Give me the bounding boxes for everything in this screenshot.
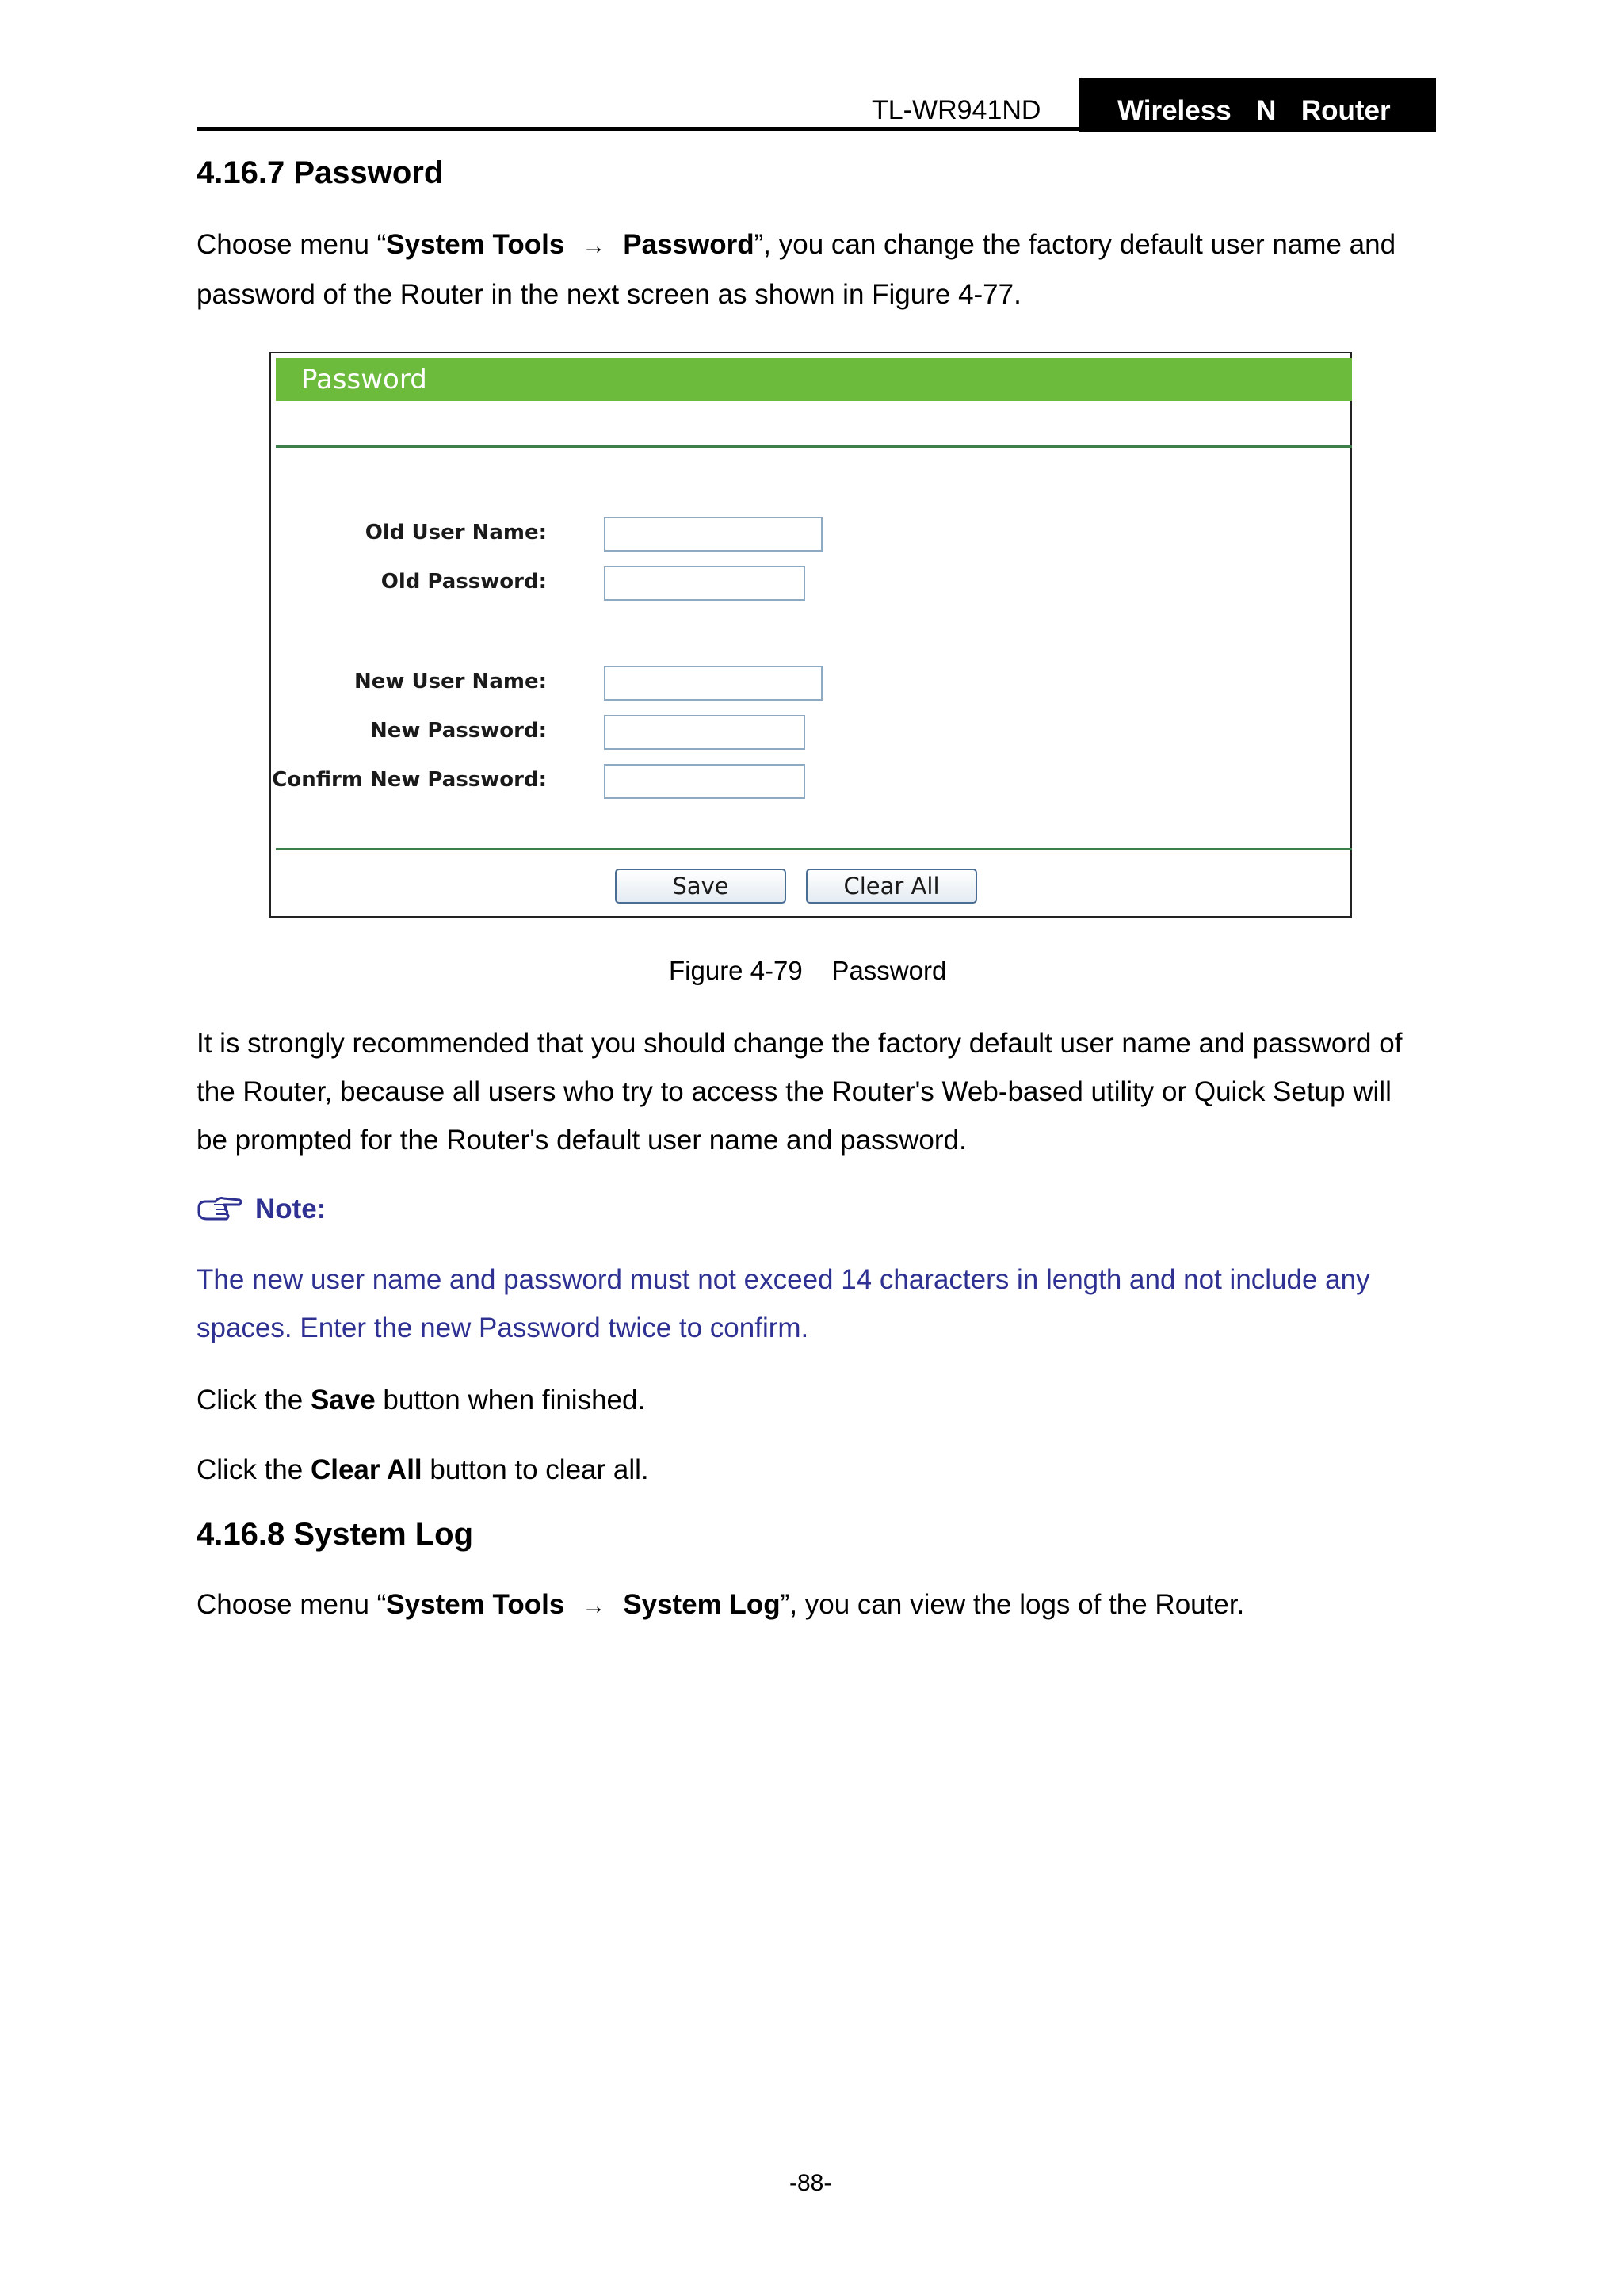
panel-divider-top	[276, 445, 1352, 448]
click-save-text: Click the	[197, 1385, 311, 1415]
pointing-hand-icon	[197, 1192, 242, 1230]
menu-password: Password	[623, 229, 754, 260]
click-clear-text-end: button to clear all.	[422, 1454, 649, 1485]
click-save-text-end: button when finished.	[375, 1385, 646, 1415]
syslog-intro-text: Choose menu “	[197, 1589, 387, 1620]
menu-system-tools: System Tools	[386, 229, 565, 260]
menu-system-tools: System Tools	[386, 1589, 565, 1620]
figure-caption: Figure 4-79 Password	[669, 956, 947, 985]
new-password-input[interactable]	[604, 715, 805, 750]
click-save-paragraph	[197, 1376, 1426, 1424]
panel-title-bar	[276, 358, 1352, 401]
syslog-intro-text-end: ”, you can view the logs of the Router.	[780, 1589, 1245, 1620]
password-panel-figure	[269, 352, 1352, 918]
page-number: -88-	[789, 2170, 832, 2196]
header-rule	[197, 127, 1436, 131]
new-password-label: New Password:	[369, 719, 547, 743]
arrow-icon: →	[582, 1593, 606, 1619]
system-log-intro-paragraph	[197, 1580, 1426, 1630]
intro-text: Choose menu “	[197, 229, 387, 260]
confirm-new-password-label: Confirm New Password:	[272, 768, 547, 792]
old-password-input[interactable]	[604, 566, 805, 601]
new-user-name-label: New User Name:	[354, 670, 547, 693]
recommendation-paragraph: It is strongly recommended that you should change the factory default user name and password of the Router, because all users who try to access the Router's Web-based utility or Quick Setup will be prompted for the Router's default user name and password.	[197, 1028, 1403, 1156]
panel-title: Password	[301, 364, 427, 395]
old-user-name-input[interactable]	[604, 517, 823, 552]
old-password-label: Old Password:	[380, 570, 547, 594]
header-model: TL-WR941ND	[872, 95, 1041, 125]
panel-divider-bottom	[276, 848, 1352, 850]
clear-all-term: Clear All	[310, 1454, 422, 1485]
menu-system-log: System Log	[623, 1589, 781, 1620]
click-clear-paragraph	[197, 1446, 1426, 1494]
new-user-name-input[interactable]	[604, 666, 823, 701]
section-heading-password: 4.16.7 Password	[197, 155, 444, 190]
password-intro-paragraph	[197, 220, 1426, 319]
note-label: Note:	[255, 1194, 327, 1224]
header-product-title: Wireless N Router	[1117, 95, 1391, 126]
note-text: The new user name and password must not exceed 14 characters in length and not include any spaces. Enter the new Password twice to confirm.	[197, 1264, 1370, 1343]
section-heading-system-log: 4.16.8 System Log	[197, 1517, 474, 1552]
clear-all-button[interactable]: Clear All	[806, 869, 977, 904]
save-button[interactable]: Save	[615, 869, 786, 904]
confirm-new-password-input[interactable]	[604, 764, 805, 799]
save-term: Save	[310, 1385, 376, 1415]
intro-text-end: ”, you can change the factory default user name and password of the Router in the next screen as shown in Figure 4-77.	[197, 229, 1396, 310]
old-user-name-label: Old User Name:	[365, 521, 547, 544]
arrow-icon: →	[582, 233, 606, 259]
click-clear-text: Click the	[197, 1454, 311, 1485]
